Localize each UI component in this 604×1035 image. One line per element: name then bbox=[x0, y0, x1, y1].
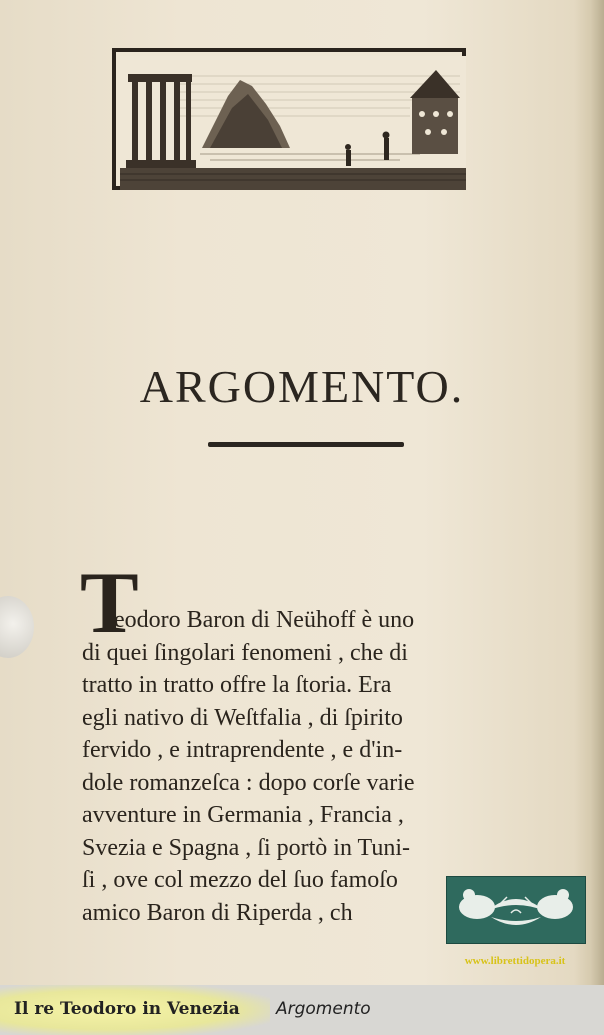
title-rule bbox=[208, 442, 404, 447]
text-line: avventure in Germania , Francia , bbox=[82, 802, 404, 828]
text-line: amico Baron di Riperda , ch bbox=[82, 899, 353, 926]
text-line: di quei ſingolari fenomeni , che di bbox=[82, 639, 408, 666]
page-spine bbox=[590, 0, 604, 985]
footer-bar bbox=[0, 985, 604, 1035]
landscape-vignette-icon bbox=[112, 48, 466, 190]
section-name: Argomento bbox=[276, 999, 371, 1019]
watermark-url[interactable]: www.librettidopera.it bbox=[464, 955, 566, 967]
text-line: ſi , ove col mezzo del ſuo famoſo bbox=[82, 867, 398, 893]
cherubs-emblem-icon bbox=[446, 876, 586, 944]
work-title[interactable]: Il re Teodoro in Venezia bbox=[14, 999, 240, 1019]
text-line: Svezia e Spagna , ſi portò in Tuni- bbox=[82, 834, 410, 861]
text-line: eodoro Baron di Neühoff è uno bbox=[114, 607, 415, 633]
page-title: ARGOMENTO. bbox=[139, 361, 465, 412]
text-line: egli nativo di Weſtfalia , di ſpirito bbox=[82, 704, 403, 731]
text-line: dole romanzeſca : dopo corſe varie bbox=[82, 769, 415, 796]
text-line: tratto in tratto offre la ſtoria. Era bbox=[82, 672, 392, 698]
text-line: fervido , e intraprendente , e d'in- bbox=[82, 737, 403, 763]
drop-capital: T bbox=[80, 555, 139, 652]
page-edge-shadow bbox=[0, 596, 34, 658]
